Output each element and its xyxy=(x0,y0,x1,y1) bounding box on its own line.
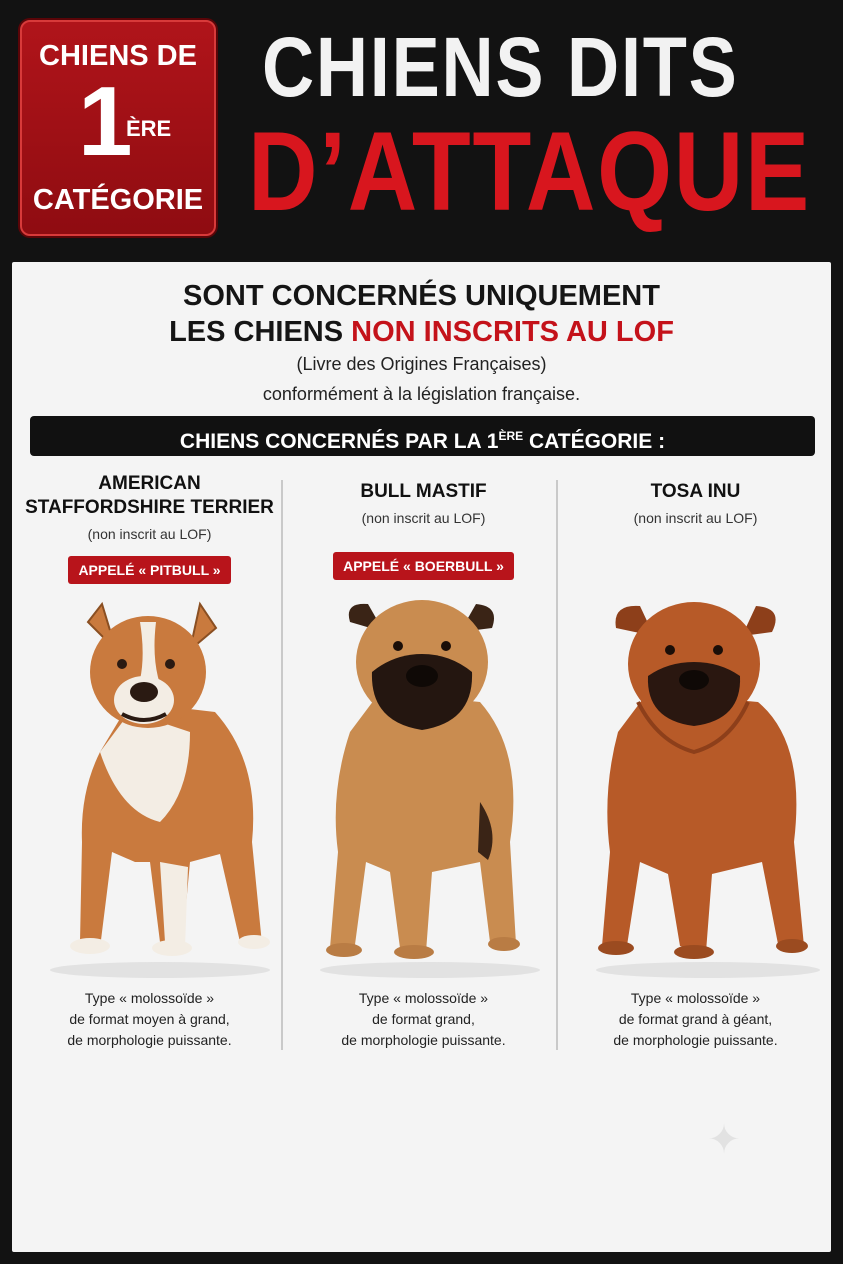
intro-line3: (Livre des Origines Françaises) xyxy=(296,354,547,374)
breed-name xyxy=(22,472,277,520)
description-line2: de format grand, xyxy=(372,1011,475,1027)
breed-name-line2: STAFFORDSHIRE TERRIER xyxy=(25,497,274,518)
lof-note: (non inscrit au LOF) xyxy=(361,510,486,526)
badge-line1: CHIENS DE xyxy=(39,40,197,72)
badge-line3: CATÉGORIE xyxy=(32,184,204,216)
description-line2: de format grand à géant, xyxy=(618,1011,773,1027)
category-badge xyxy=(20,20,216,236)
column-divider xyxy=(281,480,283,1050)
dog-description xyxy=(568,988,823,1051)
dog-column xyxy=(568,480,823,526)
intro-line2-prefix: LES CHIENS xyxy=(169,316,352,348)
breed-name: BULL MASTIF xyxy=(360,481,487,502)
dog-description xyxy=(22,988,277,1051)
badge-superscript: ÈRE xyxy=(126,116,172,141)
intro-line2 xyxy=(12,316,831,349)
description-line3: de morphologie puissante. xyxy=(341,1032,506,1048)
bull-mastiff-image xyxy=(310,592,550,982)
intro-line4: conformément à la législation française. xyxy=(262,384,581,404)
tosa-inu-image xyxy=(588,592,828,982)
content-panel xyxy=(12,262,831,1252)
dog-column xyxy=(296,480,551,580)
nickname-tag: APPELÉ « BOERBULL » xyxy=(333,552,514,580)
description-line3: de morphologie puissante. xyxy=(613,1032,778,1048)
nickname-tag: APPELÉ « PITBULL » xyxy=(68,556,230,584)
section-bar xyxy=(30,416,815,456)
bar-sup: ÈRE xyxy=(498,429,524,443)
title-line2: D’ATTAQUE xyxy=(248,109,812,234)
breed-name-line1: AMERICAN xyxy=(98,473,201,494)
column-divider xyxy=(556,480,558,1050)
intro-line1: SONT CONCERNÉS UNIQUEMENT xyxy=(183,280,660,312)
american-staffordshire-terrier-image xyxy=(40,592,280,982)
description-line1: Type « molossoïde » xyxy=(358,990,489,1006)
sparkle-icon: ✦ xyxy=(707,1118,741,1162)
lof-note: (non inscrit au LOF) xyxy=(87,526,212,542)
intro-line2-highlight: NON INSCRITS AU LOF xyxy=(351,316,674,348)
dog-description xyxy=(296,988,551,1051)
lof-note: (non inscrit au LOF) xyxy=(633,510,758,526)
description-line1: Type « molossoïde » xyxy=(84,990,215,1006)
description-line3: de morphologie puissante. xyxy=(67,1032,232,1048)
breed-name: TOSA INU xyxy=(650,481,741,502)
bar-suffix: CATÉGORIE : xyxy=(523,430,666,453)
title-line1: CHIENS DITS xyxy=(262,20,739,114)
description-line2: de format moyen à grand, xyxy=(69,1011,230,1027)
dog-column xyxy=(22,472,277,584)
bar-prefix: CHIENS CONCERNÉS PAR LA 1 xyxy=(179,430,499,453)
badge-number: 1 xyxy=(78,66,133,176)
description-line1: Type « molossoïde » xyxy=(630,990,761,1006)
